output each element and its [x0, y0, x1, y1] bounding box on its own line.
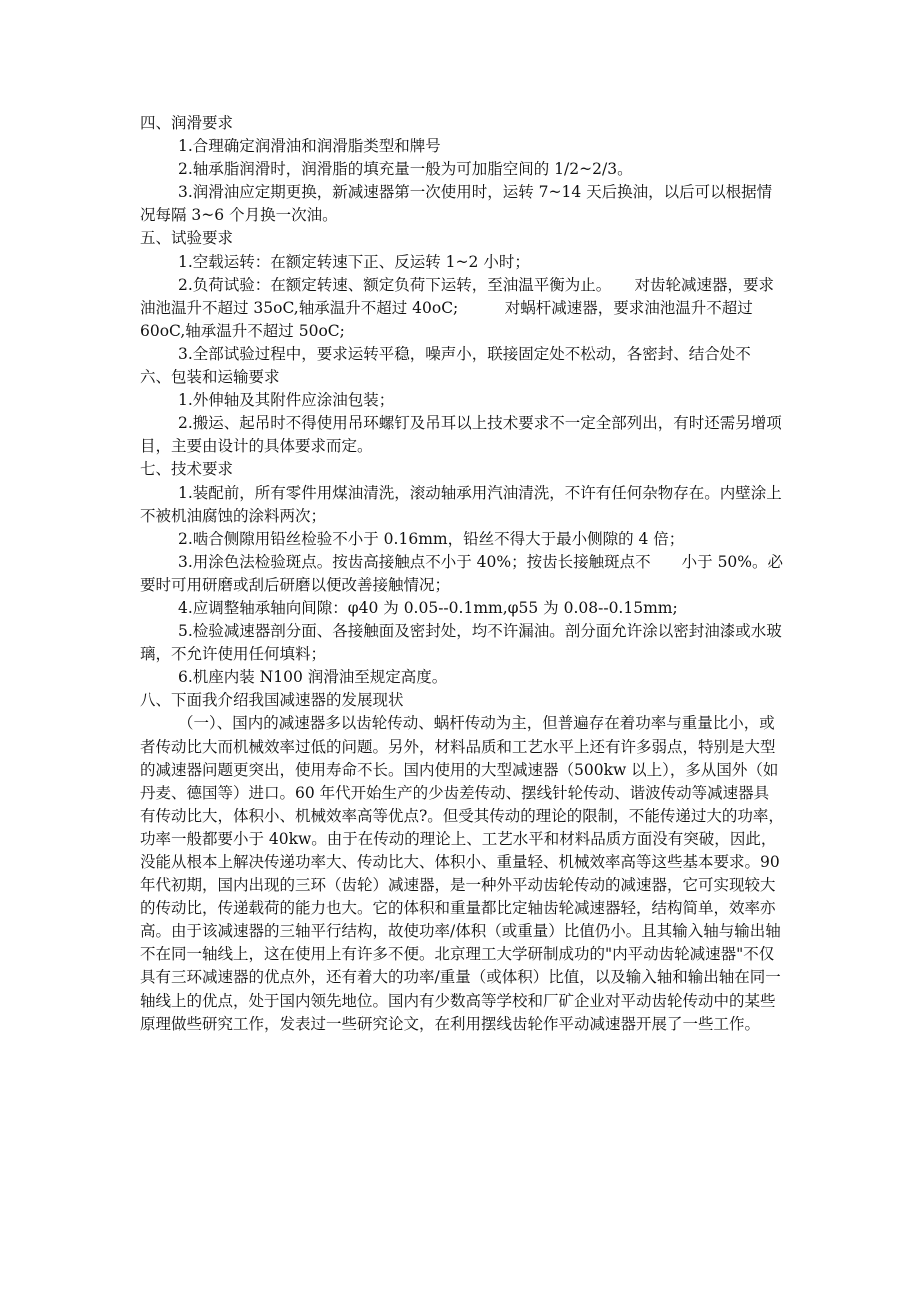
section-heading-testing: 五、试验要求 [140, 229, 234, 248]
paragraph: 3.润滑油应定期更换，新减速器第一次使用时，运转 7~14 天后换油，以后可以根据情况每隔 3~6 个月换一次油。 [140, 183, 773, 225]
paragraph: 5.检验减速器剖分面、各接触面及密封处，均不许漏油。剖分面允许涂以密封油漆或水玻璃，不允许使用任何填料； [140, 622, 782, 664]
paragraph: 2.搬运、起吊时不得使用吊环螺钉及吊耳以上技术要求不一定全部列出，有时还需另增项目，主要由设计的具体要求而定。 [140, 414, 782, 456]
paragraph: 1.空载运转：在额定转速下正、反运转 1~2 小时； [177, 252, 530, 271]
section-heading-development: 八、下面我介绍我国减速器的发展现状 [140, 691, 404, 710]
paragraph: 2.啮合侧隙用铅丝检验不小于 0.16mm，铅丝不得大于最小侧隙的 4 倍； [177, 529, 685, 548]
paragraph: 2.轴承脂润滑时，润滑脂的填充量一般为可加脂空间的 1/2~2/3。 [177, 160, 633, 179]
paragraph: 1.装配前，所有零件用煤油清洗，滚动轴承用汽油清洗，不许有任何杂物存在。内壁涂上不被机油腐蚀的涂料两次； [140, 483, 782, 525]
paragraph: 2.负荷试验：在额定转速、额定负荷下运转，至油温平衡为止。 对齿轮减速器，要求油池温升不超过 35oC,轴承温升不超过 40oC; 对蜗杆减速器，要求油池温升不超过 60oC,轴承温升不超过 50oC; [140, 275, 775, 340]
paragraph: 3.全部试验过程中，要求运转平稳，噪声小，联接固定处不松动，各密封、结合处不 [177, 344, 751, 363]
paragraph: 4.应调整轴承轴向间隙：φ40 为 0.05--0.1mm,φ55 为 0.08--0.15mm; [177, 598, 678, 617]
section-heading-technical: 七、技术要求 [140, 460, 234, 479]
paragraph: （一）、国内的减速器多以齿轮传动、蜗杆传动为主，但普遍存在着功率与重量比小，或者传动比大而机械效率过低的问题。另外，材料品质和工艺水平上还有许多弱点，特别是大型的减速器问题更突出，使用寿命不长。国内使用的大型减速器（500kw 以上），多从国外（如丹麦、德国等）进口。60 年代开始生产的少齿差传动、摆线针轮传动、谐波传动等减速器具有传动比大，体积小、机械效率高等优点?。但受其传动的理论的限制，不能传递过大的功率，功率一般都要小于 40kw。由于在传动的理论上、工艺水平和材料品质方面没有突破，因此，没能从根本上解决传递功率大、传动比大、体积小、重量轻、机械效率高等这些基本要求。90 年代初期，国内出现的三环（齿轮）减速器，是一种外平动齿轮传动的减速器，它可实现较大的传动比，传递载荷的能力也大。它的体积和重量都比定轴齿轮减速器轻，结构简单，效率亦高。由于该减速器的三轴平行结构，故使功率/体积（或重量）比值仍小。且其输入轴与输出轴不在同一轴线上，这在使用上有许多不便。北京理工大学研制成功的"内平动齿轮减速器"不仅具有三环减速器的优点外，还有着大的功率/重量（或体积）比值，以及输入轴和输出轴在同一轴线上的优点，处于国内领先地位。国内有少数高等学校和厂矿企业对平动齿轮传动中的某些原理做些研究工作，发表过一些研究论文，在利用摆线齿轮作平动减速器开展了一些工作。 [140, 714, 784, 1033]
paragraph: 1.合理确定润滑油和润滑脂类型和牌号 [177, 137, 441, 156]
paragraph: 6.机座内装 N100 润滑油至规定高度。 [177, 668, 448, 687]
document-body [140, 112, 784, 1036]
paragraph: 1.外伸轴及其附件应涂油包装； [177, 391, 395, 410]
section-heading-lubrication: 四、润滑要求 [140, 114, 234, 132]
section-heading-packaging: 六、包装和运输要求 [140, 368, 280, 387]
paragraph: 3.用涂色法检验斑点。按齿高接触点不小于 40%；按齿长接触斑点不 小于 50%。必要时可用研磨或刮后研磨以便改善接触情况； [140, 552, 784, 594]
